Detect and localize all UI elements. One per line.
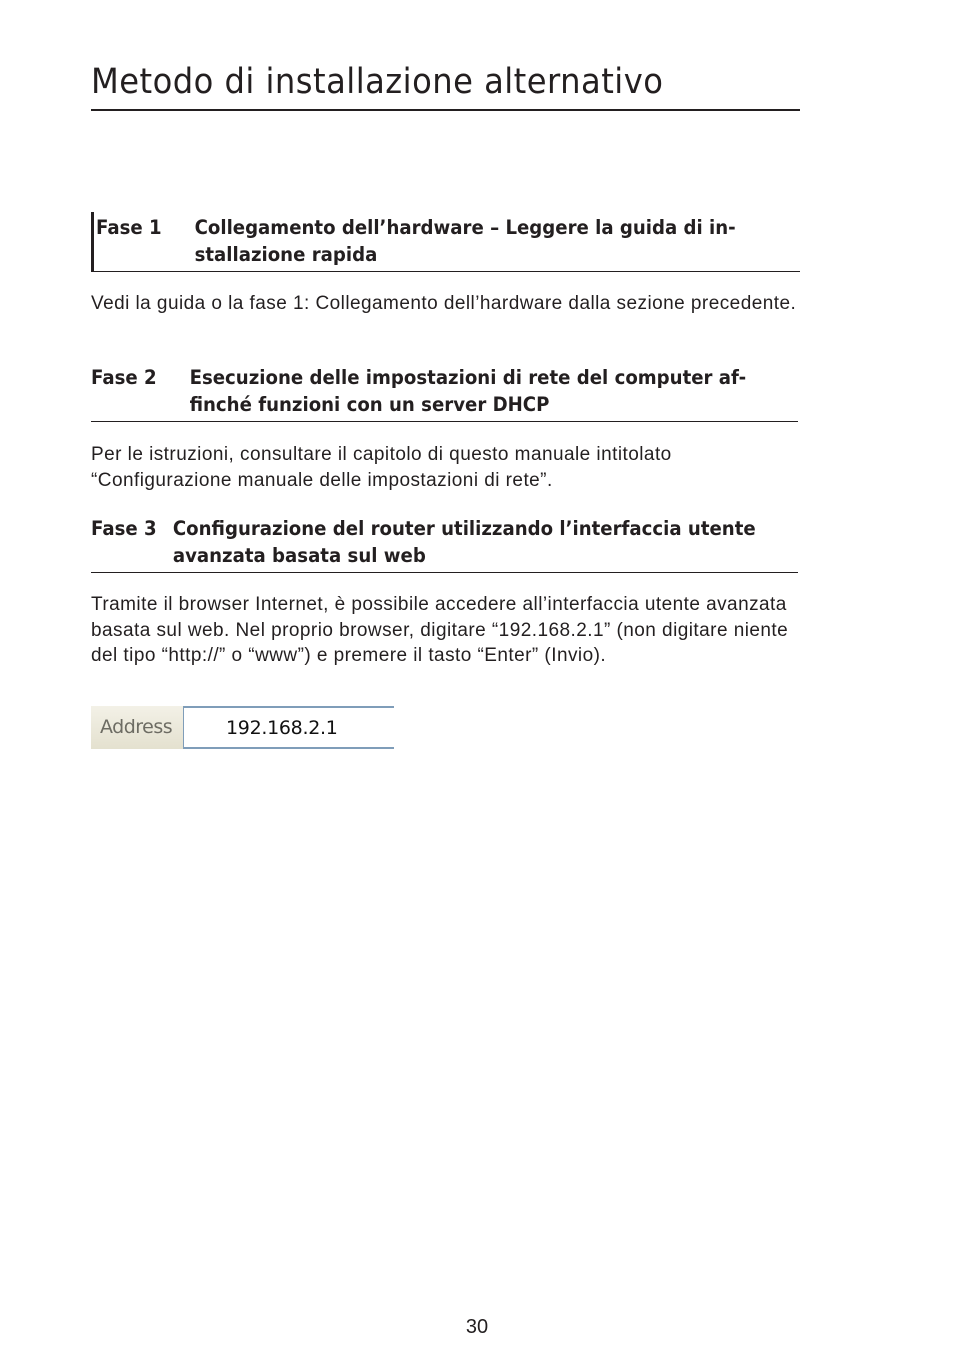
step-2-label: Fase 2 (91, 366, 157, 389)
page-number: 30 (465, 1316, 489, 1338)
step-1-body: Vedi la guida o la fase 1: Collegamento dell’hardware dalla sezione precedente. (91, 293, 797, 314)
step-2-heading (91, 364, 798, 422)
step-3-label: Fase 3 (91, 517, 157, 540)
address-bar-screenshot (91, 706, 394, 749)
page-title: Metodo di installazione alternativo (91, 62, 664, 102)
step-2-body: Per le istruzioni, consultare il capitolo di questo manuale intitolato “Configurazione manuale delle impostazioni di rete”. (91, 444, 672, 491)
title-divider (91, 109, 800, 111)
step-3-title: Configurazione del router utilizzando l’interfaccia utente avanzata basata sul web (172, 517, 756, 567)
step-1-heading (91, 212, 800, 272)
step-1-title: Collegamento dell’hardware – Leggere la guida di in-stallazione rapida (194, 216, 736, 266)
address-field: 192.168.2.1 (183, 706, 394, 749)
address-label: Address (91, 706, 183, 749)
step-2-title: Esecuzione delle impostazioni di rete del computer af-finché funzioni con un server DHCP (189, 366, 747, 416)
step-3-heading (91, 515, 798, 573)
step-1-label: Fase 1 (96, 216, 162, 239)
step-3-body: Tramite il browser Internet, è possibile accedere all’interfaccia utente avanzata basata sul web. Nel proprio browser, digitare “192.168.2.1” (non digitare niente del tipo “http://” o “www”) e premere il tasto “Enter” (Invio). (91, 594, 789, 666)
